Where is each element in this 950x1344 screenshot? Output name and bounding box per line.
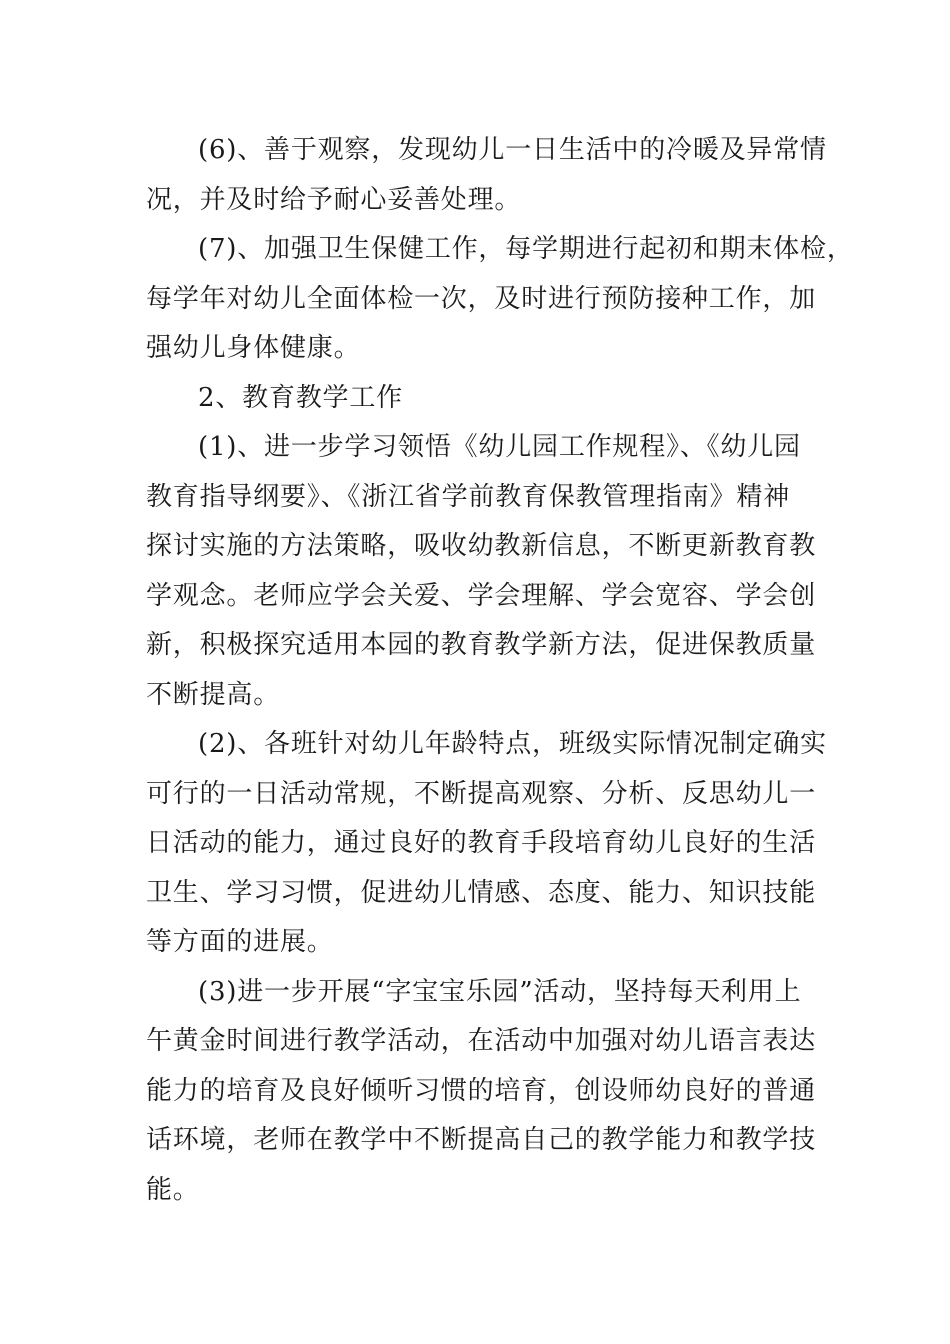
text-line: 每学年对幼儿全面体检一次，及时进行预防接种工作，加 [146,283,817,314]
text-line: 不断提高。 [146,679,281,710]
text-line: 等方面的进展。 [146,927,334,957]
text-line: (6)、善于观察，发现幼儿一日生活中的冷暖及异常情 [198,135,827,165]
text-line: 学观念。老师应学会关爱、学会理解、学会宽容、学会创 [146,580,817,611]
text-line: (3)进一步开展“字宝宝乐园”活动，坚持每天利用上 [198,976,802,1007]
text-line: 卫生、学习习惯，促进幼儿情感、态度、能力、知识技能 [146,877,817,908]
text-line: 探讨实施的方法策略，吸收幼教新信息，不断更新教育教 [146,531,817,561]
text-line: 强幼儿身体健康。 [146,333,361,363]
text-line: 况，并及时给予耐心妥善处理。 [146,184,522,215]
text-line: (2)、各班针对幼儿年龄特点，班级实际情况制定确实 [198,729,827,759]
text-line: 新，积极探究适用本园的教育教学新方法，促进保教质量 [146,630,817,660]
section-heading: 2、教育教学工作 [198,382,403,413]
text-line: 能力的培育及良好倾听习惯的培育，创设师幼良好的普通 [146,1075,817,1106]
text-line: 午黄金时间进行教学活动，在活动中加强对幼儿语言表达 [146,1026,817,1056]
text-line: 教育指导纲要》、《浙江省学前教育保教管理指南》精神 [146,481,791,512]
text-line: 日活动的能力，通过良好的教育手段培育幼儿良好的生活 [146,828,817,858]
text-line: 可行的一日活动常规，不断提高观察、分析、反思幼儿一 [146,778,817,809]
text-line: (7)、加强卫生保健工作，每学期进行起初和期末体检， [198,234,854,264]
text-line: 能。 [146,1174,200,1205]
document-body [146,126,854,1215]
text-line: 话环境，老师在教学中不断提高自己的教学能力和教学技 [146,1125,817,1155]
text-line: (1)、进一步学习领悟《幼儿园工作规程》、《幼儿园 [198,432,801,462]
